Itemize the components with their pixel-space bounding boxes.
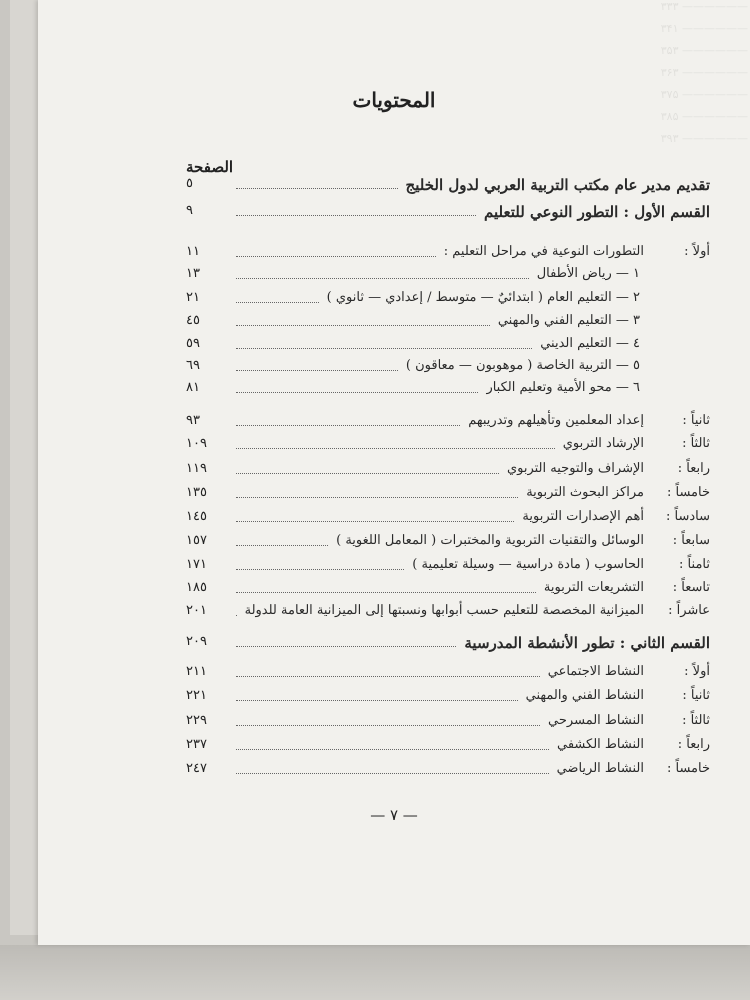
toc-entry-ordinal: رابعاً : xyxy=(677,461,710,476)
toc-entry-title: القسم الثاني : تطور الأنشطة المدرسية xyxy=(464,634,710,652)
toc-entry-ordinal: ثامناً : xyxy=(679,557,710,572)
book-page xyxy=(38,0,750,945)
dot-leader xyxy=(236,278,529,279)
toc-entry-title: ٤ — التعليم الديني xyxy=(540,336,640,351)
toc-entry xyxy=(186,737,710,759)
toc-entry-title: النشاط الاجتماعي xyxy=(547,664,644,679)
toc-entry xyxy=(186,336,710,358)
toc-entry-ordinal: أولاً : xyxy=(684,664,710,679)
dot-leader xyxy=(236,749,549,750)
bleed-through-text: —————— ۳۳۳ —————— ۳۴۱ —————— ۳۵۳ —————— ۳۶۳ —————— ۳۷۵ —————— ۳۸۵ —————— ۳۹۳ xyxy=(660,0,748,145)
toc-entry-title: الميزانية المخصصة للتعليم حسب أبوابها ونسبتها إلى الميزانية العامة للدولة xyxy=(244,603,644,618)
toc-entry-ordinal: عاشراً : xyxy=(668,603,710,618)
toc-entry-page-number: ١٨٥ xyxy=(186,580,207,595)
dot-leader xyxy=(236,569,404,570)
dot-leader xyxy=(236,676,540,677)
toc-entry xyxy=(186,580,710,602)
toc-entry-title: الوسائل والتقنيات التربوية والمختبرات ( المعامل اللغوية ) xyxy=(336,533,644,548)
dot-leader xyxy=(236,773,549,774)
toc-entry xyxy=(186,557,710,579)
toc-entry-ordinal: ثالثاً : xyxy=(682,436,710,451)
toc-entry xyxy=(186,358,710,380)
toc-entry xyxy=(186,461,710,483)
toc-entry xyxy=(186,380,710,402)
page-number: — ٧ — xyxy=(370,806,418,824)
dot-leader xyxy=(236,448,555,449)
dot-leader xyxy=(236,188,398,189)
toc-entry-page-number: ٦٩ xyxy=(186,358,200,373)
toc-entry xyxy=(186,436,710,458)
toc-entry xyxy=(186,290,710,312)
dot-leader xyxy=(236,473,499,474)
dot-leader xyxy=(236,370,398,371)
toc-entry xyxy=(186,509,710,531)
toc-entry-page-number: ٤٥ xyxy=(186,313,200,328)
toc-entry-page-number: ١٣٥ xyxy=(186,485,207,500)
dot-leader xyxy=(236,215,476,216)
toc-entry-title: ٦ — محو الأمية وتعليم الكبار xyxy=(486,380,640,395)
toc-entry-page-number: ٨١ xyxy=(186,380,200,395)
dot-leader xyxy=(236,392,478,393)
toc-entry-title: ٢ — التعليم العام ( ابتدائيٌ — متوسط / إعدادي — ثانوي ) xyxy=(326,290,640,305)
toc-entry-ordinal: تاسعاً : xyxy=(672,580,710,595)
dot-leader xyxy=(236,521,514,522)
page-title: المحتويات xyxy=(352,88,436,112)
toc-entry-page-number: ٩٣ xyxy=(186,413,200,428)
toc-entry-page-number: ١٣ xyxy=(186,266,200,281)
toc-entry-page-number: ٢٣٧ xyxy=(186,737,207,752)
toc-entry-title: ٥ — التربية الخاصة ( موهوبون — معاقون ) xyxy=(405,358,640,373)
toc-entry-ordinal: خامساً : xyxy=(666,761,710,776)
toc-entry-title: ٣ — التعليم الفني والمهني xyxy=(497,313,640,328)
toc-entry xyxy=(186,203,710,225)
dot-leader xyxy=(236,256,436,257)
toc-entry-page-number: ١٧١ xyxy=(186,557,207,572)
toc-entry xyxy=(186,688,710,710)
dot-leader xyxy=(236,700,518,701)
toc-entry xyxy=(186,664,710,686)
dot-leader xyxy=(236,615,237,616)
toc-entry-ordinal: ثانياً : xyxy=(682,688,710,703)
toc-entry-page-number: ٢٠٩ xyxy=(186,634,207,649)
dot-leader xyxy=(236,302,319,303)
toc-entry-page-number: ٢٢٩ xyxy=(186,713,207,728)
toc-entry-page-number: ٢١١ xyxy=(186,664,207,679)
toc-entry xyxy=(186,713,710,735)
toc-entry xyxy=(186,313,710,335)
toc-entry-page-number: ١٥٧ xyxy=(186,533,207,548)
table-surface xyxy=(0,945,750,1000)
toc-entry xyxy=(186,413,710,435)
toc-entry-title: الإشراف والتوجيه التربوي xyxy=(506,461,644,476)
toc-entry-title: التطورات النوعية في مراحل التعليم : xyxy=(443,244,644,259)
toc-entry-ordinal: خامساً : xyxy=(666,485,710,500)
toc-entry-title: مراكز البحوث التربوية xyxy=(526,485,644,500)
toc-entry-ordinal: سادساً : xyxy=(665,509,710,524)
toc-entry-title: إعداد المعلمين وتأهيلهم وتدريبهم xyxy=(468,413,644,428)
toc-entry xyxy=(186,244,710,266)
dot-leader xyxy=(236,646,456,647)
toc-entry-title: الحاسوب ( مادة دراسية — وسيلة تعليمية ) xyxy=(412,557,644,572)
toc-entry-page-number: ١١٩ xyxy=(186,461,207,476)
dot-leader xyxy=(236,425,460,426)
toc-entry-page-number: ٢٤٧ xyxy=(186,761,207,776)
toc-entry-title: تقديم مدير عام مكتب التربية العربي لدول الخليج xyxy=(405,176,710,194)
page-column-header: الصفحة xyxy=(186,158,234,176)
toc-entry-title: أهم الإصدارات التربوية xyxy=(522,509,644,524)
dot-leader xyxy=(236,725,540,726)
toc-entry-title: القسم الأول : التطور النوعي للتعليم xyxy=(483,203,710,221)
toc-entry-title: ١ — رياض الأطفال xyxy=(536,266,640,281)
toc-entry-ordinal: أولاً : xyxy=(684,244,710,259)
toc-entry-page-number: ١٠٩ xyxy=(186,436,207,451)
toc-entry xyxy=(186,176,710,198)
toc-entry-title: النشاط الكشفي xyxy=(557,737,644,752)
toc-entry xyxy=(186,266,710,288)
toc-entry-title: التشريعات التربوية xyxy=(543,580,644,595)
toc-entry-page-number: ١٤٥ xyxy=(186,509,207,524)
toc-entry-page-number: ٥ xyxy=(186,176,193,191)
toc-entry-ordinal: ثالثاً : xyxy=(682,713,710,728)
toc-entry-ordinal: سابعاً : xyxy=(672,533,710,548)
toc-entry-title: النشاط المسرحي xyxy=(548,713,644,728)
toc-entry xyxy=(186,533,710,555)
toc-entry-page-number: ٩ xyxy=(186,203,193,218)
toc-entry-page-number: ٢٠١ xyxy=(186,603,207,618)
dot-leader xyxy=(236,348,532,349)
toc-entry-ordinal: ثانياً : xyxy=(682,413,710,428)
toc-entry xyxy=(186,603,710,625)
toc-entry-title: النشاط الفني والمهني xyxy=(525,688,644,703)
dot-leader xyxy=(236,592,536,593)
toc-entry xyxy=(186,761,710,783)
dot-leader xyxy=(236,545,328,546)
toc-entry-page-number: ١١ xyxy=(186,244,200,259)
toc-entry-page-number: ٢١ xyxy=(186,290,200,305)
toc-entry-ordinal: رابعاً : xyxy=(677,737,710,752)
toc-entry xyxy=(186,485,710,507)
toc-entry-title: النشاط الرياضي xyxy=(556,761,644,776)
toc-entry-page-number: ٥٩ xyxy=(186,336,200,351)
toc-entry-page-number: ٢٢١ xyxy=(186,688,207,703)
toc-entry xyxy=(186,634,710,656)
dot-leader xyxy=(236,497,518,498)
dot-leader xyxy=(236,325,490,326)
toc-entry-title: الإرشاد التربوي xyxy=(562,436,644,451)
